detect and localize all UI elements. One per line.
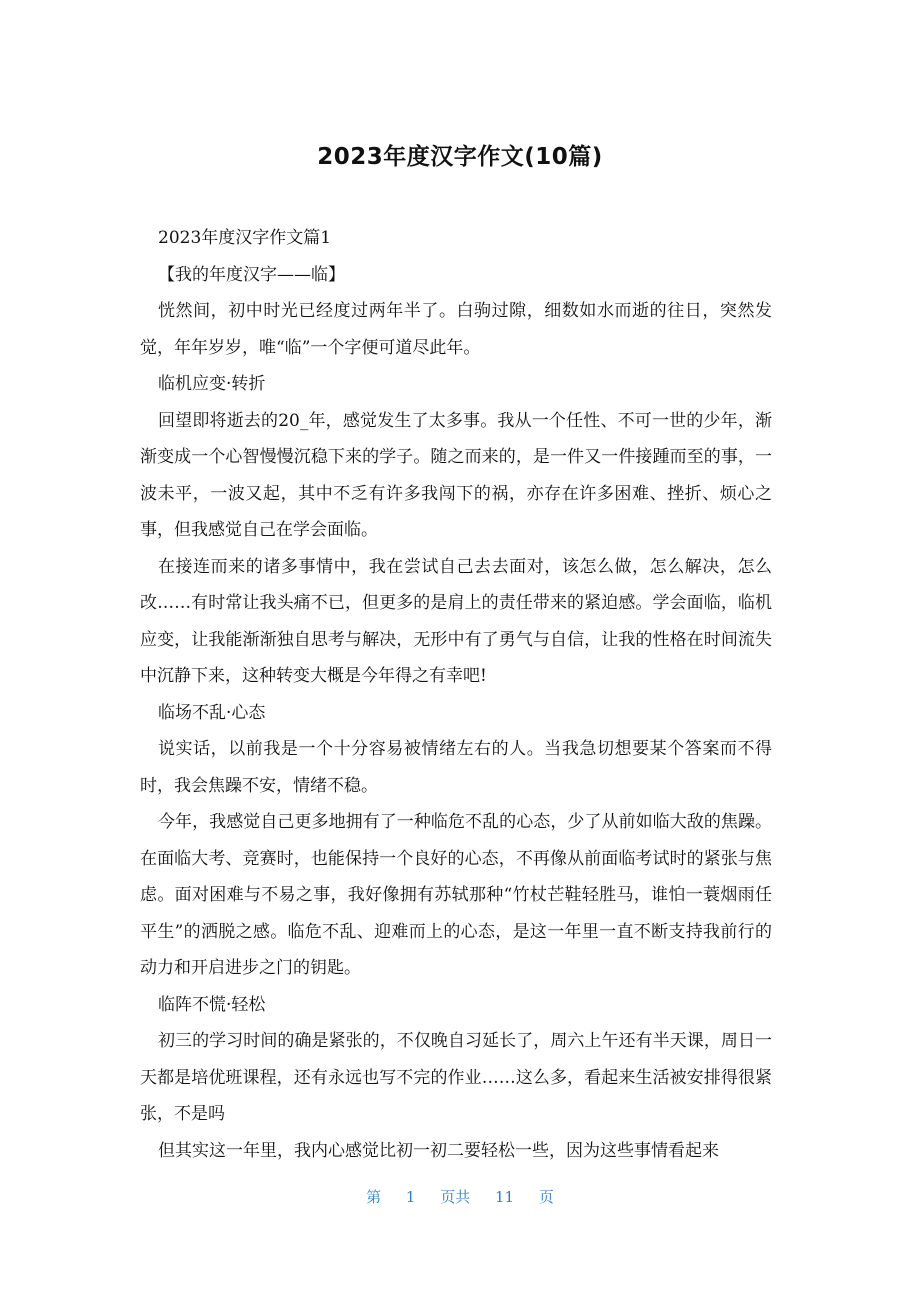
paragraph: 恍然间，初中时光已经度过两年半了。白驹过隙，细数如水而逝的往日，突然发觉，年年岁岁，唯“临”一个字便可道尽此年。: [140, 301, 772, 358]
essay-subtitle: 【我的年度汉字——临】: [158, 264, 345, 285]
paragraph: 说实话，以前我是一个十分容易被情绪左右的人。当我急切想要某个答案而不得时，我会焦躁不安，情绪不稳。: [140, 739, 772, 796]
subsection-heading: 临机应变·转折: [158, 374, 266, 394]
paragraph: 今年，我感觉自己更多地拥有了一种临危不乱的心态，少了从前如临大敌的焦躁。在面临大考、竞赛时，也能保持一个良好的心态，不再像从前面临考试时的紧张与焦虑。面对困难与不易之事，我好像拥有苏轼那种“竹杖芒鞋轻胜马，谁怕一蓑烟雨任平生”的洒脱之感。临危不乱、迎难而上的心态，是这一年里一直不断支持我前行的动力和开启进步之门的钥匙。: [140, 812, 772, 978]
footer-prefix: 第: [366, 1188, 382, 1206]
document-title: 2023年度汉字作文(10篇): [317, 144, 603, 170]
footer-suffix: 页: [538, 1188, 554, 1206]
paragraph: 但其实这一年里，我内心感觉比初一初二要轻松一些，因为这些事情看起来: [158, 1140, 719, 1161]
paragraph: 初三的学习时间的确是紧张的，不仅晚自习延长了，周六上午还有半天课，周日一天都是培优班课程，还有永远也写不完的作业……这么多，看起来生活被安排得很紧张，不是吗: [140, 1031, 772, 1124]
page-footer: [0, 1186, 920, 1207]
subsection-heading: 临场不乱·心态: [158, 702, 266, 723]
footer-middle: 页共: [440, 1188, 471, 1206]
subsection-heading: 临阵不慌·轻松: [158, 994, 266, 1015]
document-body: [140, 220, 772, 1169]
paragraph: 在接连而来的诸多事情中，我在尝试自己去去面对，该怎么做，怎么解决，怎么改……有时常让我头痛不已，但更多的是肩上的责任带来的紧迫感。学会面临，临机应变，让我能渐渐独自思考与解决，无形中有了勇气与自信，让我的性格在时间流失中沉静下来，这种转变大概是今年得之有幸吧!: [140, 556, 772, 686]
footer-page-number: 1: [405, 1188, 416, 1206]
section-heading: 2023年度汉字作文篇1: [158, 228, 332, 248]
paragraph: 回望即将逝去的20_年，感觉发生了太多事。我从一个任性、不可一世的少年，渐渐变成一个心智慢慢沉稳下来的学子。随之而来的，是一件又一件接踵而至的事，一波未平，一波又起，其中不乏有许多我闯下的祸，亦存在许多困难、挫折、烦心之事，但我感觉自己在学会面临。: [140, 410, 772, 540]
footer-total-pages: 11: [495, 1188, 515, 1206]
